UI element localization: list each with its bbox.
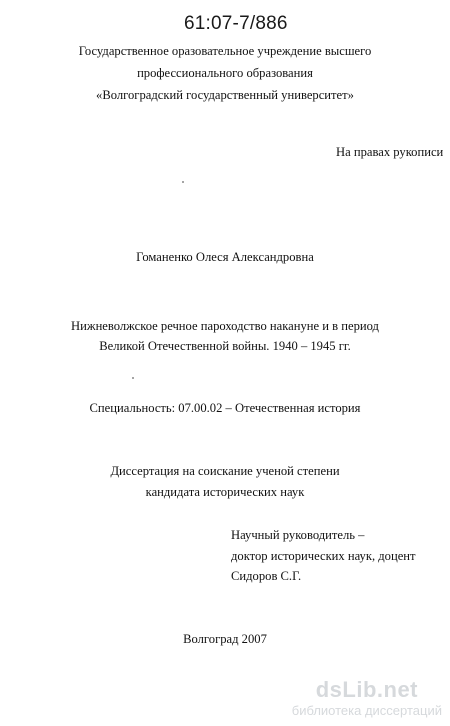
scan-speck: [132, 377, 134, 379]
title-line-2: Великой Отечественной войны. 1940 – 1945 гг.: [99, 339, 351, 353]
supervisor-line-3: Сидоров С.Г.: [231, 569, 302, 583]
city-year: Волгоград 2007: [183, 632, 267, 646]
specialty: Специальность: 07.00.02 – Отечественная история: [89, 401, 361, 415]
watermark: [292, 679, 442, 718]
supervisor-line-2: доктор исторических наук, доцент: [231, 549, 416, 563]
catalog-code: 61:07-7/886: [184, 13, 288, 34]
degree-line-1: Диссертация на соискание ученой степени: [110, 464, 340, 478]
institution-line-3: «Волгоградский государственный университет»: [96, 88, 354, 102]
rights-note: На правах рукописи: [336, 145, 444, 159]
watermark-subtitle: библиотека диссертаций: [291, 703, 442, 718]
supervisor-line-1: Научный руководитель –: [231, 528, 365, 542]
author-name: Гоманенко Олеся Александровна: [136, 250, 314, 264]
degree-line-2: кандидата исторических наук: [145, 485, 305, 499]
institution-line-1: Государственное оразовательное учреждение высшего: [78, 44, 372, 58]
institution-line-2: профессионального образования: [137, 66, 313, 80]
title-line-1: Нижневолжское речное пароходство накануне и в период: [71, 319, 379, 333]
scan-speck: [182, 181, 184, 183]
watermark-logo: dsLib.net: [315, 677, 419, 702]
